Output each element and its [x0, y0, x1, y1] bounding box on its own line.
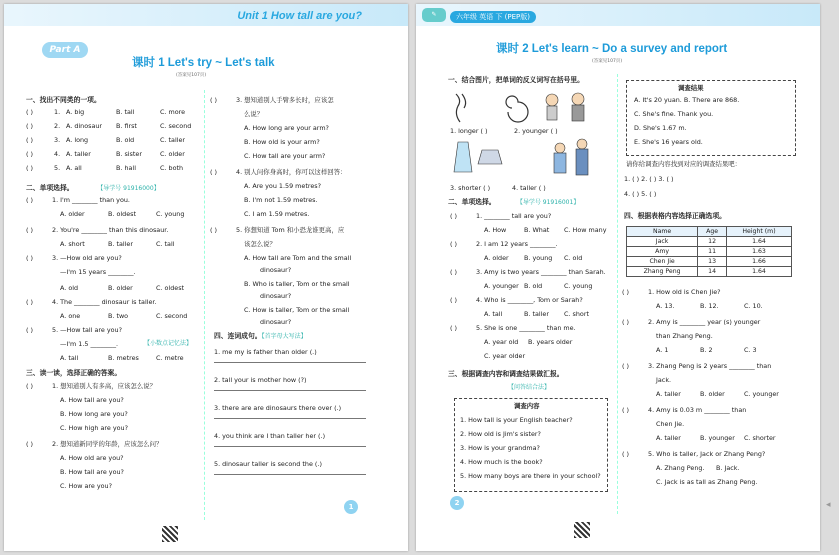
- answer-blank[interactable]: ( ): [622, 406, 630, 414]
- question-number: 4.: [54, 150, 61, 158]
- option[interactable]: B. How tall are you?: [60, 468, 124, 476]
- question: —I'm 15 years ________.: [60, 268, 136, 276]
- qr-code: [574, 522, 590, 538]
- answer-line[interactable]: [214, 390, 366, 391]
- option[interactable]: B. metres: [108, 354, 139, 362]
- option[interactable]: C. year older: [484, 352, 526, 360]
- option[interactable]: dinosaur?: [260, 292, 292, 300]
- table-header: Name: [627, 227, 698, 237]
- option[interactable]: dinosaur?: [260, 266, 292, 274]
- table-cell: 11: [698, 247, 727, 257]
- answer-line[interactable]: [214, 362, 366, 363]
- baby-icon: [546, 94, 558, 120]
- table-row: [627, 257, 792, 267]
- option[interactable]: C. second: [156, 312, 188, 320]
- match-answers[interactable]: 1. ( ) 2. ( ) 3. ( ): [624, 175, 674, 183]
- table-row: [627, 247, 792, 257]
- question: Chen Jie.: [656, 420, 685, 428]
- lesson-title: 课时 2 Let's learn ~ Do a survey and report: [496, 43, 728, 55]
- answer-blank[interactable]: ( ): [210, 96, 218, 104]
- option[interactable]: A. older: [484, 254, 509, 262]
- option[interactable]: C. older: [160, 150, 185, 158]
- option[interactable]: dinosaur?: [260, 318, 292, 326]
- option[interactable]: B. Jack.: [716, 464, 740, 472]
- question: 3. Amy is two years ________ than Sarah.: [476, 268, 606, 276]
- unit-title: Unit 1 How tall are you?: [237, 10, 362, 22]
- question: 4. The ________ dinosaur is taller.: [52, 298, 157, 306]
- option[interactable]: A. How: [484, 226, 507, 234]
- table-cell: Jack: [627, 237, 698, 247]
- skirt-icon: [478, 150, 502, 164]
- option[interactable]: A. younger: [484, 282, 519, 290]
- table-cell: 1.64: [726, 237, 791, 247]
- option[interactable]: B. young: [524, 254, 553, 262]
- answer-blank[interactable]: ( ): [26, 254, 34, 262]
- part-badge: Part A: [42, 42, 88, 58]
- answer-blank[interactable]: ( ): [26, 326, 34, 334]
- scroll-hint-icon: ◂: [826, 500, 831, 510]
- option[interactable]: C. Jack is as tall as Zhang Peng.: [656, 478, 758, 486]
- survey-question: 5. How many boys are there in your school?: [460, 472, 601, 480]
- option[interactable]: A. 1: [656, 346, 669, 354]
- section-heading: 四、连词成句。【首字母大写法】: [214, 332, 307, 340]
- method-tip: 【问答结合法】: [508, 384, 551, 391]
- column-divider: [204, 90, 205, 520]
- option[interactable]: A. one: [60, 312, 81, 320]
- option[interactable]: A. big: [66, 108, 85, 116]
- answer-blank[interactable]: ( ): [450, 212, 458, 220]
- survey-question: 2. How old is Jim's sister?: [460, 430, 541, 438]
- table-cell: 1.63: [726, 247, 791, 257]
- option[interactable]: B. old: [524, 282, 543, 290]
- table-cell: Amy: [627, 247, 698, 257]
- question: 5. —How tall are you?: [52, 326, 122, 334]
- question: 该怎么说？: [244, 240, 276, 248]
- option[interactable]: B. old: [116, 136, 135, 144]
- grade-tag: 六年级 英语 下 (PEP版): [450, 11, 536, 23]
- answer-blank[interactable]: ( ): [26, 298, 34, 306]
- question: 2. Amy is ________ year (s) younger: [648, 318, 761, 326]
- option[interactable]: A. Zhang Peng.: [656, 464, 705, 472]
- answer-blank[interactable]: ( ): [622, 362, 630, 370]
- question: 3. 想知道别人手臂多长时，应该怎: [236, 96, 334, 104]
- table-cell: 1.64: [726, 267, 791, 277]
- option[interactable]: B. What: [524, 226, 550, 234]
- option[interactable]: B. 2: [700, 346, 713, 354]
- data-table: [626, 226, 792, 277]
- answer-blank[interactable]: ( ): [26, 122, 34, 130]
- answer-ref: (答案见107页): [592, 59, 623, 64]
- column-divider: [617, 74, 618, 514]
- option[interactable]: B. older: [700, 390, 725, 398]
- method-tip: 【小数点记忆法】: [144, 340, 193, 347]
- answer-blank[interactable]: ( ): [26, 150, 34, 158]
- table-cell: Chen Jie: [627, 257, 698, 267]
- section-heading: 三、根据调查内容和调查结果做汇报。: [448, 370, 564, 378]
- option[interactable]: C. 10.: [744, 302, 763, 310]
- page-number: 2: [450, 496, 464, 510]
- option[interactable]: C. metre: [156, 354, 184, 362]
- table-header: Age: [698, 227, 727, 237]
- answer-blank[interactable]: ( ): [450, 324, 458, 332]
- option[interactable]: A. long: [66, 136, 89, 144]
- option[interactable]: B. Who is taller, Tom or the small: [244, 280, 350, 288]
- answer-blank[interactable]: ( ): [26, 440, 34, 448]
- option[interactable]: A. tall: [60, 354, 79, 362]
- table-cell: 1.66: [726, 257, 791, 267]
- option[interactable]: C. young: [564, 282, 593, 290]
- answer-blank[interactable]: ( ): [622, 450, 630, 458]
- option[interactable]: B. sister: [116, 150, 142, 158]
- scramble-item: 4. you think are I than taller her (.): [214, 432, 326, 440]
- question: 5. 你想知道 Tom 和小恐龙谁更高，应: [236, 226, 345, 234]
- answer-line[interactable]: [214, 446, 366, 447]
- option[interactable]: A. all: [66, 164, 82, 172]
- option[interactable]: B. How old is your arm?: [244, 138, 320, 146]
- table-cell: 13: [698, 257, 727, 267]
- option[interactable]: A. Are you 1.59 metres?: [244, 182, 321, 190]
- option[interactable]: A. tall: [484, 310, 503, 318]
- option[interactable]: A. How old are you?: [60, 454, 124, 462]
- survey-question: 4. How much is the book?: [460, 458, 543, 466]
- section-heading: 一、结合图片，把单词的反义词写在括号里。: [448, 76, 584, 84]
- table-cell: Zhang Peng: [627, 267, 698, 277]
- question: 2. I am 12 years ________.: [476, 240, 558, 248]
- question: 1. I'm ________ than you.: [52, 196, 130, 204]
- option[interactable]: B. taller: [524, 310, 549, 318]
- option[interactable]: B. younger: [700, 434, 735, 442]
- option[interactable]: C. How is taller, Tom or the small: [244, 306, 350, 314]
- option[interactable]: B. I'm not 1.59 metres.: [244, 196, 318, 204]
- survey-result: A. It's 20 yuan. B. There are 868.: [634, 96, 740, 104]
- table-header: Height (m): [726, 227, 791, 237]
- question: 2. 想知道新同学的年龄，应该怎么问？: [52, 440, 163, 448]
- question: 3. Zhang Peng is 2 years ________ than: [648, 362, 772, 370]
- guide-number: 【导学号 91916001】: [516, 199, 580, 206]
- question: 5. She is one ________ than me.: [476, 324, 576, 332]
- lesson-title: 课时 1 Let's try ~ Let's talk: [132, 57, 275, 69]
- question: 4. 别人问你身高时，你可以这样回答：: [236, 168, 347, 176]
- grandpa-icon: [572, 93, 584, 121]
- table-cell: 12: [698, 237, 727, 247]
- option[interactable]: C. old: [564, 254, 583, 262]
- option[interactable]: A. How tall are you?: [60, 396, 124, 404]
- option[interactable]: C. taller: [160, 136, 186, 144]
- section-heading: 三、读一读，选择正确的答案。: [26, 369, 122, 377]
- question-number: 1.: [54, 108, 61, 116]
- option[interactable]: B. tall: [116, 108, 135, 116]
- option[interactable]: A. short: [60, 240, 85, 248]
- picture-row-2: [452, 138, 602, 180]
- antonym-item[interactable]: 1. longer ( ): [450, 127, 488, 135]
- antonym-item[interactable]: 3. shorter ( ): [450, 184, 491, 192]
- answer-blank[interactable]: ( ): [622, 288, 630, 296]
- question-number: 5.: [54, 164, 61, 172]
- question: 3. —How old are you?: [52, 254, 122, 262]
- option[interactable]: A. taller: [656, 434, 681, 442]
- answer-blank[interactable]: ( ): [26, 136, 34, 144]
- option[interactable]: A. How tall are Tom and the small: [244, 254, 352, 262]
- table-row: [627, 237, 792, 247]
- tall-person-icon: [576, 139, 588, 175]
- option[interactable]: C. How high are you?: [60, 424, 128, 432]
- antonym-item[interactable]: 4. taller ( ): [512, 184, 546, 192]
- option[interactable]: C. tall: [156, 240, 175, 248]
- option[interactable]: C. How tall are your arm?: [244, 152, 326, 160]
- option[interactable]: C. I am 1.59 metres.: [244, 210, 310, 218]
- question: 2. You're ________ than this dinosaur.: [52, 226, 169, 234]
- option[interactable]: B. first: [116, 122, 137, 130]
- left-page: [4, 4, 408, 551]
- option[interactable]: C. second: [160, 122, 192, 130]
- antonym-item[interactable]: 2. younger ( ): [514, 127, 558, 135]
- option[interactable]: B. oldest: [108, 210, 136, 218]
- option[interactable]: A. dinosaur: [66, 122, 103, 130]
- option[interactable]: B. two: [108, 312, 129, 320]
- option[interactable]: A. old: [60, 284, 79, 292]
- answer-blank[interactable]: ( ): [26, 108, 34, 116]
- option[interactable]: C. shorter: [744, 434, 776, 442]
- question: Jack.: [656, 376, 672, 384]
- spiral-icon: [506, 96, 528, 122]
- option[interactable]: C. younger: [744, 390, 779, 398]
- section-heading: 二、单项选择。 【导学号 91916000】: [26, 184, 160, 192]
- answer-line[interactable]: [214, 474, 366, 475]
- option[interactable]: C. 3: [744, 346, 757, 354]
- option[interactable]: A. taller: [656, 390, 681, 398]
- option[interactable]: B. hall: [116, 164, 136, 172]
- method-tip: 【首字母大写法】: [261, 333, 307, 340]
- option[interactable]: C. How are you?: [60, 482, 112, 490]
- option[interactable]: C. both: [160, 164, 184, 172]
- question: 5. Who is taller, Jack or Zhang Peng?: [648, 450, 766, 458]
- question: than Zhang Peng.: [656, 332, 713, 340]
- question: 么说？: [244, 110, 264, 118]
- option[interactable]: C. young: [156, 210, 185, 218]
- question: 4. Who is ________, Tom or Sarah?: [476, 296, 583, 304]
- answer-blank[interactable]: ( ): [26, 226, 34, 234]
- qr-code: [162, 526, 178, 542]
- scramble-item: 2. tall your is mother how (?): [214, 376, 307, 384]
- answer-blank[interactable]: ( ): [26, 164, 34, 172]
- answer-blank[interactable]: ( ): [450, 268, 458, 276]
- option[interactable]: B. How long are you?: [60, 410, 128, 418]
- option[interactable]: C. short: [564, 310, 589, 318]
- section-heading: 四、根据表格内容选择正确选项。: [624, 212, 726, 220]
- answer-blank[interactable]: ( ): [450, 296, 458, 304]
- option[interactable]: B. taller: [108, 240, 133, 248]
- survey-result: C. She's fine. Thank you.: [634, 110, 714, 118]
- option[interactable]: A. taller: [66, 150, 91, 158]
- question: —I'm 1.5 ________.: [60, 340, 119, 348]
- option[interactable]: C. oldest: [156, 284, 185, 292]
- answer-blank[interactable]: ( ): [210, 168, 218, 176]
- scramble-item: 1. me my is father than older (.): [214, 348, 317, 356]
- answer-ref: (答案见107页): [176, 73, 207, 78]
- page-number: 1: [344, 500, 358, 514]
- match-answers[interactable]: 4. ( ) 5. ( ): [624, 190, 657, 198]
- answer-blank[interactable]: ( ): [26, 196, 34, 204]
- answer-blank[interactable]: ( ): [26, 382, 34, 390]
- survey-result: D. She's 1.67 m.: [634, 124, 687, 132]
- guide-number: 【导学号 91916000】: [97, 185, 160, 192]
- survey-question: 3. How is your grandma?: [460, 444, 540, 452]
- option[interactable]: A. year old: [484, 338, 519, 346]
- option[interactable]: A. How long are your arm?: [244, 124, 329, 132]
- survey-result: E. She's 16 years old.: [634, 138, 703, 146]
- option[interactable]: B. years older: [528, 338, 573, 346]
- question: 1. 想知道别人有多高，应该怎么说？: [52, 382, 156, 390]
- question: 1. How old is Chen Jie?: [648, 288, 721, 296]
- answer-line[interactable]: [214, 418, 366, 419]
- question: 4. Amy is 0.03 m ________ than: [648, 406, 747, 414]
- question: 1. ________ tall are you?: [476, 212, 552, 220]
- picture-row-1: [452, 90, 592, 126]
- option[interactable]: A. older: [60, 210, 85, 218]
- table-row: [627, 267, 792, 277]
- question-number: 3.: [54, 136, 61, 144]
- match-prompt: 请你给调查内容找到对应的调查结果吧：: [626, 160, 742, 168]
- scramble-item: 5. dinosaur taller is second the (.): [214, 460, 322, 468]
- option[interactable]: C. How many: [564, 226, 607, 234]
- question-number: 2.: [54, 122, 61, 130]
- option[interactable]: B. 12.: [700, 302, 719, 310]
- option[interactable]: C. more: [160, 108, 186, 116]
- answer-blank[interactable]: ( ): [450, 240, 458, 248]
- survey-content-title: 调查内容: [514, 402, 540, 410]
- table-cell: 14: [698, 267, 727, 277]
- scramble-item: 3. there are are dinosaurs there over (.): [214, 404, 342, 412]
- right-page: [416, 4, 820, 551]
- long-hair-icon: [456, 94, 466, 122]
- survey-question: 1. How tall is your English teacher?: [460, 416, 573, 424]
- survey-result-title: 调查结果: [678, 84, 704, 92]
- short-person-icon: [554, 143, 566, 173]
- publisher-logo: ✎: [422, 8, 446, 22]
- section-heading: 一、找出不同类的一项。: [26, 96, 101, 104]
- option[interactable]: B. older: [108, 284, 133, 292]
- dress-icon: [454, 142, 472, 172]
- option[interactable]: A. 13.: [656, 302, 675, 310]
- answer-blank[interactable]: ( ): [622, 318, 630, 326]
- answer-blank[interactable]: ( ): [210, 226, 218, 234]
- section-heading: 二、单项选择。 【导学号 91916001】: [448, 198, 580, 206]
